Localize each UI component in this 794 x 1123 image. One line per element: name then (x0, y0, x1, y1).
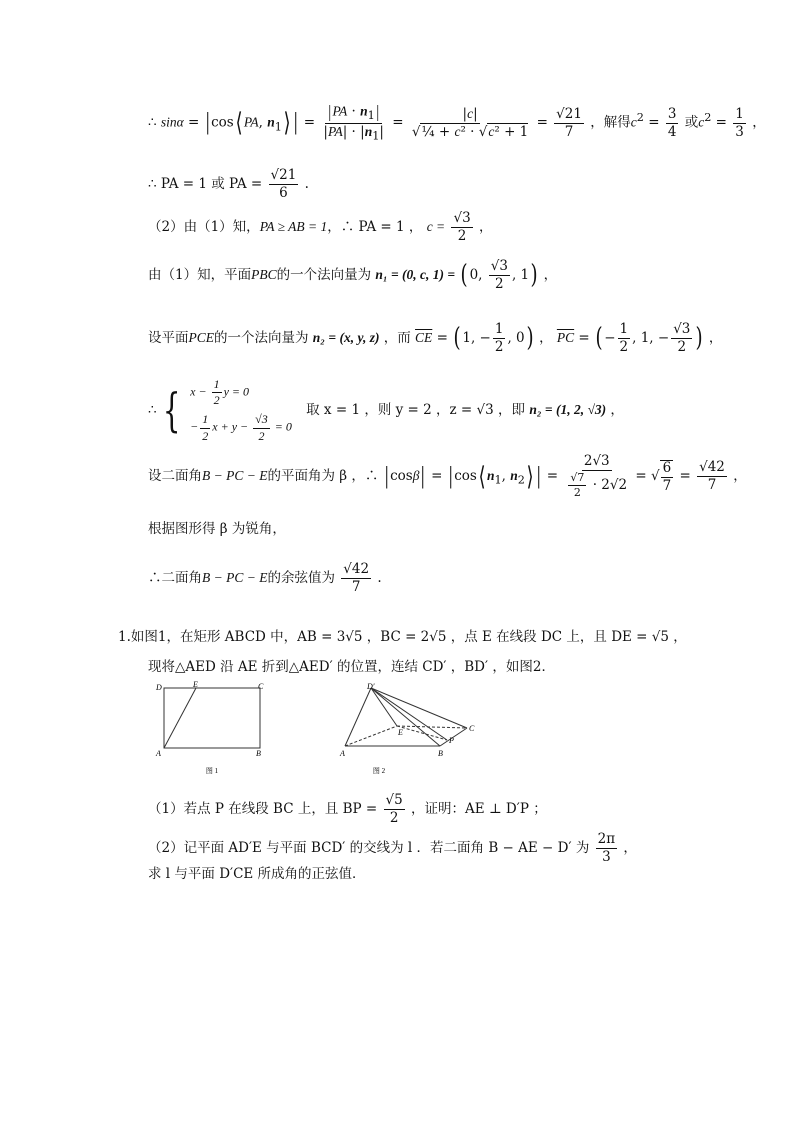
problem-1-question-2: （2）记平面 AD′E 与平面 BCD′ 的交线为 l ．若二面角 B − AE − D′ 为 $\frac{2\pi}{3}$ ， (148, 831, 637, 865)
fig1-label-e: E (193, 680, 198, 689)
fig2-label-e: E (398, 728, 403, 737)
solution-normal-n2: 设平面PCE的一个法向量为 n₂ = (x, y, z) ，而 $\overline{CE}$ = ( 1, − $\frac{1}{2}$ , 0) ， $\overline{PC}$ = ( − $\frac{1}{2}$ , 1, − $\frac{√3}{2}$ ) ， (148, 321, 723, 355)
problem-1-line-1: 1.如图1，在矩形 ABCD 中，AB = 3√5 ，BC = 2√5 ，点 E 在线段 DC 上，且 DE = √5 ， (118, 629, 687, 645)
solution-system: ∴ { x − $\frac{1}{2}$ y = 0 − $\frac{1}{2}$ x + y − $\frac{√3}{2}$ = 0 取 x = 1 ，则 y = 2 ，z = √3 ，即 n₂ = (1, 2, √3) ， (148, 377, 624, 443)
fig1-label-a: A (156, 749, 161, 758)
fig2-caption: 图 2 (372, 767, 386, 775)
fig2-label-b: B (438, 749, 443, 758)
figure-1-rectangle (150, 680, 275, 775)
solution-part2-intro: （2）由（1）知，PA ≥ AB = 1，∴ PA = 1 ， c = $\frac{√3}{2}$ ， (148, 210, 493, 244)
fig1-label-d: D (156, 683, 162, 692)
solution-conclusion: ∴二面角B − PC − E的余弦值为 $\frac{√42}{7}$ . (148, 561, 382, 595)
fig1-label-b: B (256, 749, 261, 758)
problem-1-question-1: （1）若点 P 在线段 BC 上，且 BP = $\frac{√5}{2}$ ，证明：AE ⊥ D′P ； (148, 792, 547, 826)
rhs-num: √21 (556, 105, 582, 122)
solution-line-pa: ∴ PA = 1 或 PA = $\frac{√21}{6}$ . (148, 167, 309, 201)
solution-line-sin: ∴ sinα = |cos⟨ PA, $n_1⟩$ | = $\frac{|PA \cdot n_1|}{|PA| \cdot |n_1|}$ = $\frac{|c|}{\text{√¼ + c² · √c² + 1}}$ = $\frac{√21}{7}$ ，解得$c^2$ = $\frac{3}{4}$ 或$c^2$ = $\frac{1}{3}$ ， (148, 102, 766, 144)
figure-2-folded (335, 680, 480, 775)
fig2-label-d: D′ (367, 682, 375, 691)
fig2-label-a: A (340, 749, 345, 758)
solution-normal-n1: 由（1）知，平面PBC的一个法向量为 n₁ = (0, c, 1) = ( 0, $\frac{√3}{2}$ , 1) ， (148, 258, 558, 292)
fig1-caption: 图 1 (205, 767, 219, 775)
problem-1-line-2: 现将△AED 沿 AE 折到△AED′ 的位置，连结 CD′ ，BD′ ，如图2． (148, 659, 555, 675)
fig1-label-c: C (258, 682, 264, 691)
solution-acute: 根据图形得 β 为锐角， (148, 521, 286, 537)
fig2-label-p: P (449, 736, 454, 745)
problem-1-question-2-line-2: 求 l 与平面 D′CE 所成角的正弦值． (148, 866, 366, 882)
fig2-label-c: C (469, 724, 475, 733)
solution-cos-beta: 设二面角B − PC − E的平面角为 β ，∴ |cosβ| = |cos⟨ $n_1$, $n_2⟩$ | = 2√3 $\frac{√7}{2}$ · 2√2 = √ $\frac{6}{7}$ = $\frac{√42}{7}$ ， (148, 453, 747, 499)
